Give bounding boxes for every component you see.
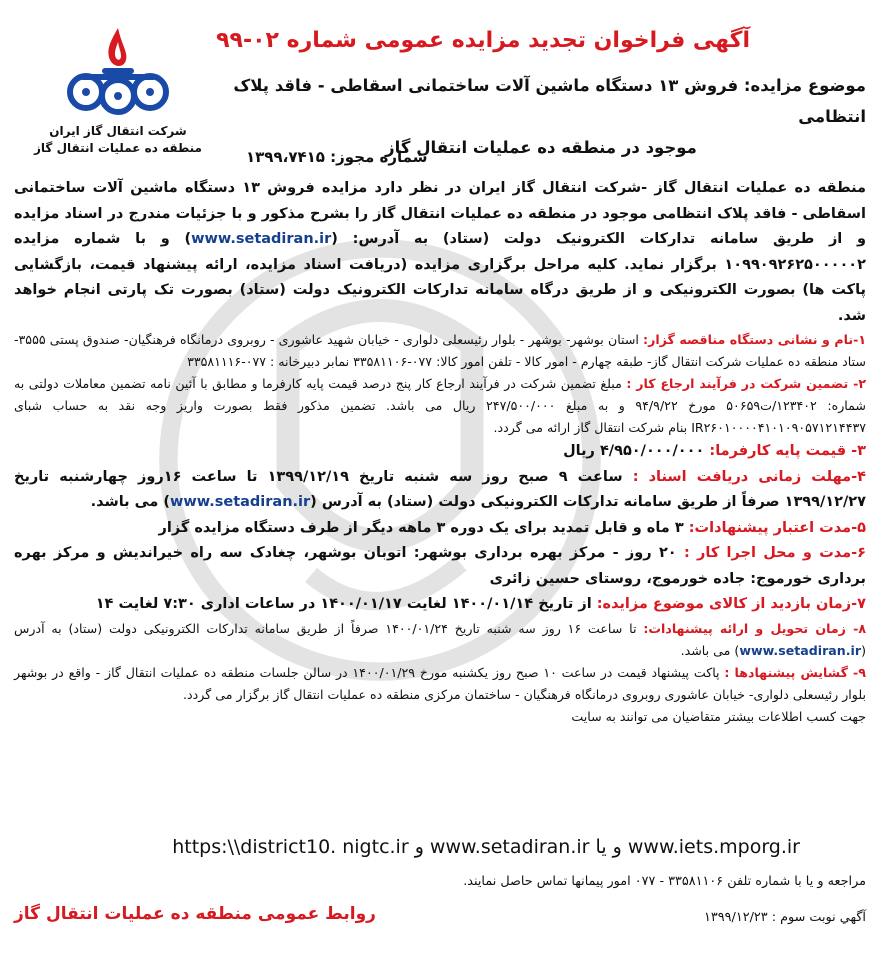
iets-link[interactable]: www.iets.mporg.ir	[627, 836, 800, 858]
contact-reference: مراجعه و یا با شماره تلفن ۳۳۵۸۱۱۰۶ - ۰۷۷ امور پیمانها تماس حاصل نمایند.	[463, 874, 866, 889]
section-2	[14, 373, 866, 439]
district10-link[interactable]: https:\\district10. nigtc.ir	[172, 836, 409, 858]
intro-text-2: ) و با شماره مزایده ۱۰۹۹۰۹۲۶۲۵۰۰۰۰۰۲ برگزار نماید. کلیه مراحل برگزاری مزایده (دریافت اسناد مزایده، ارائه پیشنهاد قیمت، بازگشایی پاکت ها) بصورت الکترونیکی و از طریق درگاه سامانه تدارکات الکترونیک دولت (ستاد) بصورت تک پارتی انجام خواهد شد.	[14, 231, 866, 324]
section-5-label: ۵-مدت اعتبار پیشنهادات:	[688, 519, 866, 536]
section-9	[14, 662, 866, 706]
section-6-text: ۲۰ روز - مرکز بهره برداری بوشهر: اتوبان بوشهر، چغادک سه راه خیراندیش و مرکز بهره برداری خورموج: جاده خورموج، روستای حسین زائری	[14, 545, 866, 587]
section-8-text-1: تا ساعت ۱۶ روز سه شنبه تاریخ ۱۴۰۰/۰۱/۲۴ صرفاً از طریق سامانه تدارکات الکترونیکی دولت (ستاد) به آدرس (	[14, 620, 866, 658]
logo-company-name: شرکت انتقال گاز ایران	[49, 124, 187, 138]
section-4-setad-link[interactable]: www.setadiran.ir	[169, 494, 311, 510]
section-8-setad-link[interactable]: www.setadiran.ir	[739, 642, 862, 658]
section-7	[14, 592, 866, 618]
info-line: جهت کسب اطلاعات بیشتر متقاضیان می توانند به سایت	[571, 708, 866, 724]
section-2-text: مبلغ تضمین شرکت در فرآیند ارجاع کار پنج درصد قیمت پایه کارفرما و مطابق با آئین نامه تضمین معاملات دولتی به شماره: ۱۲۳۴۰۲/ت۵۰۶۵۹ مورخ ۹۴/۹/۲۲ و به مبلغ ۲۴۷/۵۰۰/۰۰۰ ریال می باشد. تضمین مذکور فقط بصورت واریز وجه نقد به حساب شبای IR۲۶۰۱۰۰۰۰۴۱۰۱۰۹۰۵۷۱۲۱۴۴۳۷ بنام شرکت انتقال گاز ارائه می گردد.	[14, 376, 866, 435]
section-3	[14, 439, 866, 465]
section-5-text: ۳ ماه و قابل تمدید برای یک دوره ۳ ماهه دیگر از طرف دستگاه مزایده گزار	[158, 519, 689, 536]
section-9-label: ۹- گشایش پیشنهادها :	[724, 664, 866, 680]
subject-line-1: موضوع مزایده: فروش ۱۳ دستگاه ماشین آلات ساختمانی اسقاطی - فاقد پلاک انتظامی	[233, 76, 866, 126]
section-4-label: ۴-مهلت زمانی دریافت اسناد :	[632, 468, 867, 485]
publication-notice: آگهي نوبت سوم : ۱۳۹۹/۱۲/۲۳	[704, 910, 866, 925]
section-7-text: از تاریخ ۱۴۰۰/۰۱/۱۴ لغایت ۱۴۰۰/۰۱/۱۷ در ساعات اداری ۷:۳۰ لغایت ۱۴	[95, 596, 597, 612]
url-separator-2: و	[408, 836, 430, 858]
section-8	[14, 618, 866, 662]
license-number: شماره مجوز: ۱۳۹۹،۷۴۱۵	[246, 148, 428, 166]
notice-body	[14, 176, 866, 728]
section-1-text: استان بوشهر- بوشهر - بلوار رئیسعلی دلواری - خیابان شهید عاشوری - روبروی درمانگاه فرهنگیان- صندوق پستی ۳۵۵۵- ستاد منطقه ده عملیات شرکت انتقال گاز- طبقه چهارم - امور کالا - تلفن امور کالا: ۰۷۷-۳۳۵۸۱۱۰۶ نمابر دبیرخانه : ۰۷۷-۳۳۵۸۱۱۱۶	[14, 332, 866, 369]
section-7-label: ۷-زمان بازدید از کالای موضوع مزایده:	[596, 596, 866, 612]
section-2-label: ۲- تضمین شرکت در فرآیند ارجاع کار :	[626, 376, 866, 391]
intro-paragraph	[14, 176, 866, 329]
intro-text-1: منطقه ده عملیات انتقال گاز -شرکت انتقال گاز ایران در نظر دارد مزایده فروش ۱۳ دستگاه ماشین آلات ساختمانی اسقاطی - فاقد پلاک انتظامی موجود در منطقه ده عملیات انتقال گاز را بشرح مذکور و با جزئیات مندرج در اسناد مزایده و از طریق سامانه تدارکات الکترونیک دولت (ستاد) به آدرس: (	[14, 180, 866, 247]
notice-title: آگهی فراخوان تجدید مزایده عمومی شماره ۰۲-۹۹	[216, 28, 750, 53]
section-1-label: ۱-نام و نشانی دستگاه مناقصه گزار:	[643, 332, 867, 347]
section-6-label: ۶-مدت و محل اجرا کار :	[683, 545, 866, 561]
section-3-text: ۴/۹۵۰/۰۰۰/۰۰۰ ریال	[563, 443, 710, 459]
logo-region-name: منطقه ده عملیات انتقال گاز	[34, 141, 202, 155]
section-6	[14, 541, 866, 592]
subject-line-2: موجود در منطقه ده عملیات انتقال گاز	[385, 138, 697, 157]
intro-setad-link[interactable]: www.setadiran.ir	[191, 231, 332, 247]
section-8-label: ۸- زمان تحویل و ارائه پیشنهادات:	[643, 620, 867, 636]
section-8-text-2: ) می باشد.	[680, 642, 740, 658]
public-relations-signature: روابط عمومی منطقه ده عملیات انتقال گاز	[14, 904, 376, 924]
gas-flame-logo-icon	[58, 24, 178, 120]
section-5	[14, 516, 866, 542]
section-4-text-1: ساعت ۹ صبح روز سه شنبه تاریخ ۱۳۹۹/۱۲/۱۹ تا ساعت ۱۶روز چهارشنبه تاریخ ۱۳۹۹/۱۲/۲۷ صرفاً از طریق سامانه تدارکات الکترونیکی دولت (ستاد) به آدرس (	[14, 468, 866, 510]
company-logo	[28, 24, 208, 174]
section-1	[14, 329, 866, 373]
section-4-text-2: ) می باشد.	[90, 494, 170, 510]
setadiran-link[interactable]: www.setadiran.ir	[429, 836, 590, 858]
url-separator-1: و یا	[589, 836, 628, 858]
section-4	[14, 465, 866, 516]
section-3-label: ۳- قیمت پایه کارفرما:	[709, 443, 866, 459]
website-links	[100, 836, 800, 858]
section-9-text: پاکت پیشنهاد قیمت در ساعت ۱۰ صبح روز یکشنبه مورخ ۱۴۰۰/۰۱/۲۹ در سالن جلسات منطقه ده عملیات انتقال گاز - واقع در بوشهر بلوار رئیسعلی دلواری- خیابان عاشوری روبروی درمانگاه فرهنگیان - ساختمان مرکزی منطقه ده عملیات انتقال گاز برگزار می گردد.	[14, 664, 866, 702]
